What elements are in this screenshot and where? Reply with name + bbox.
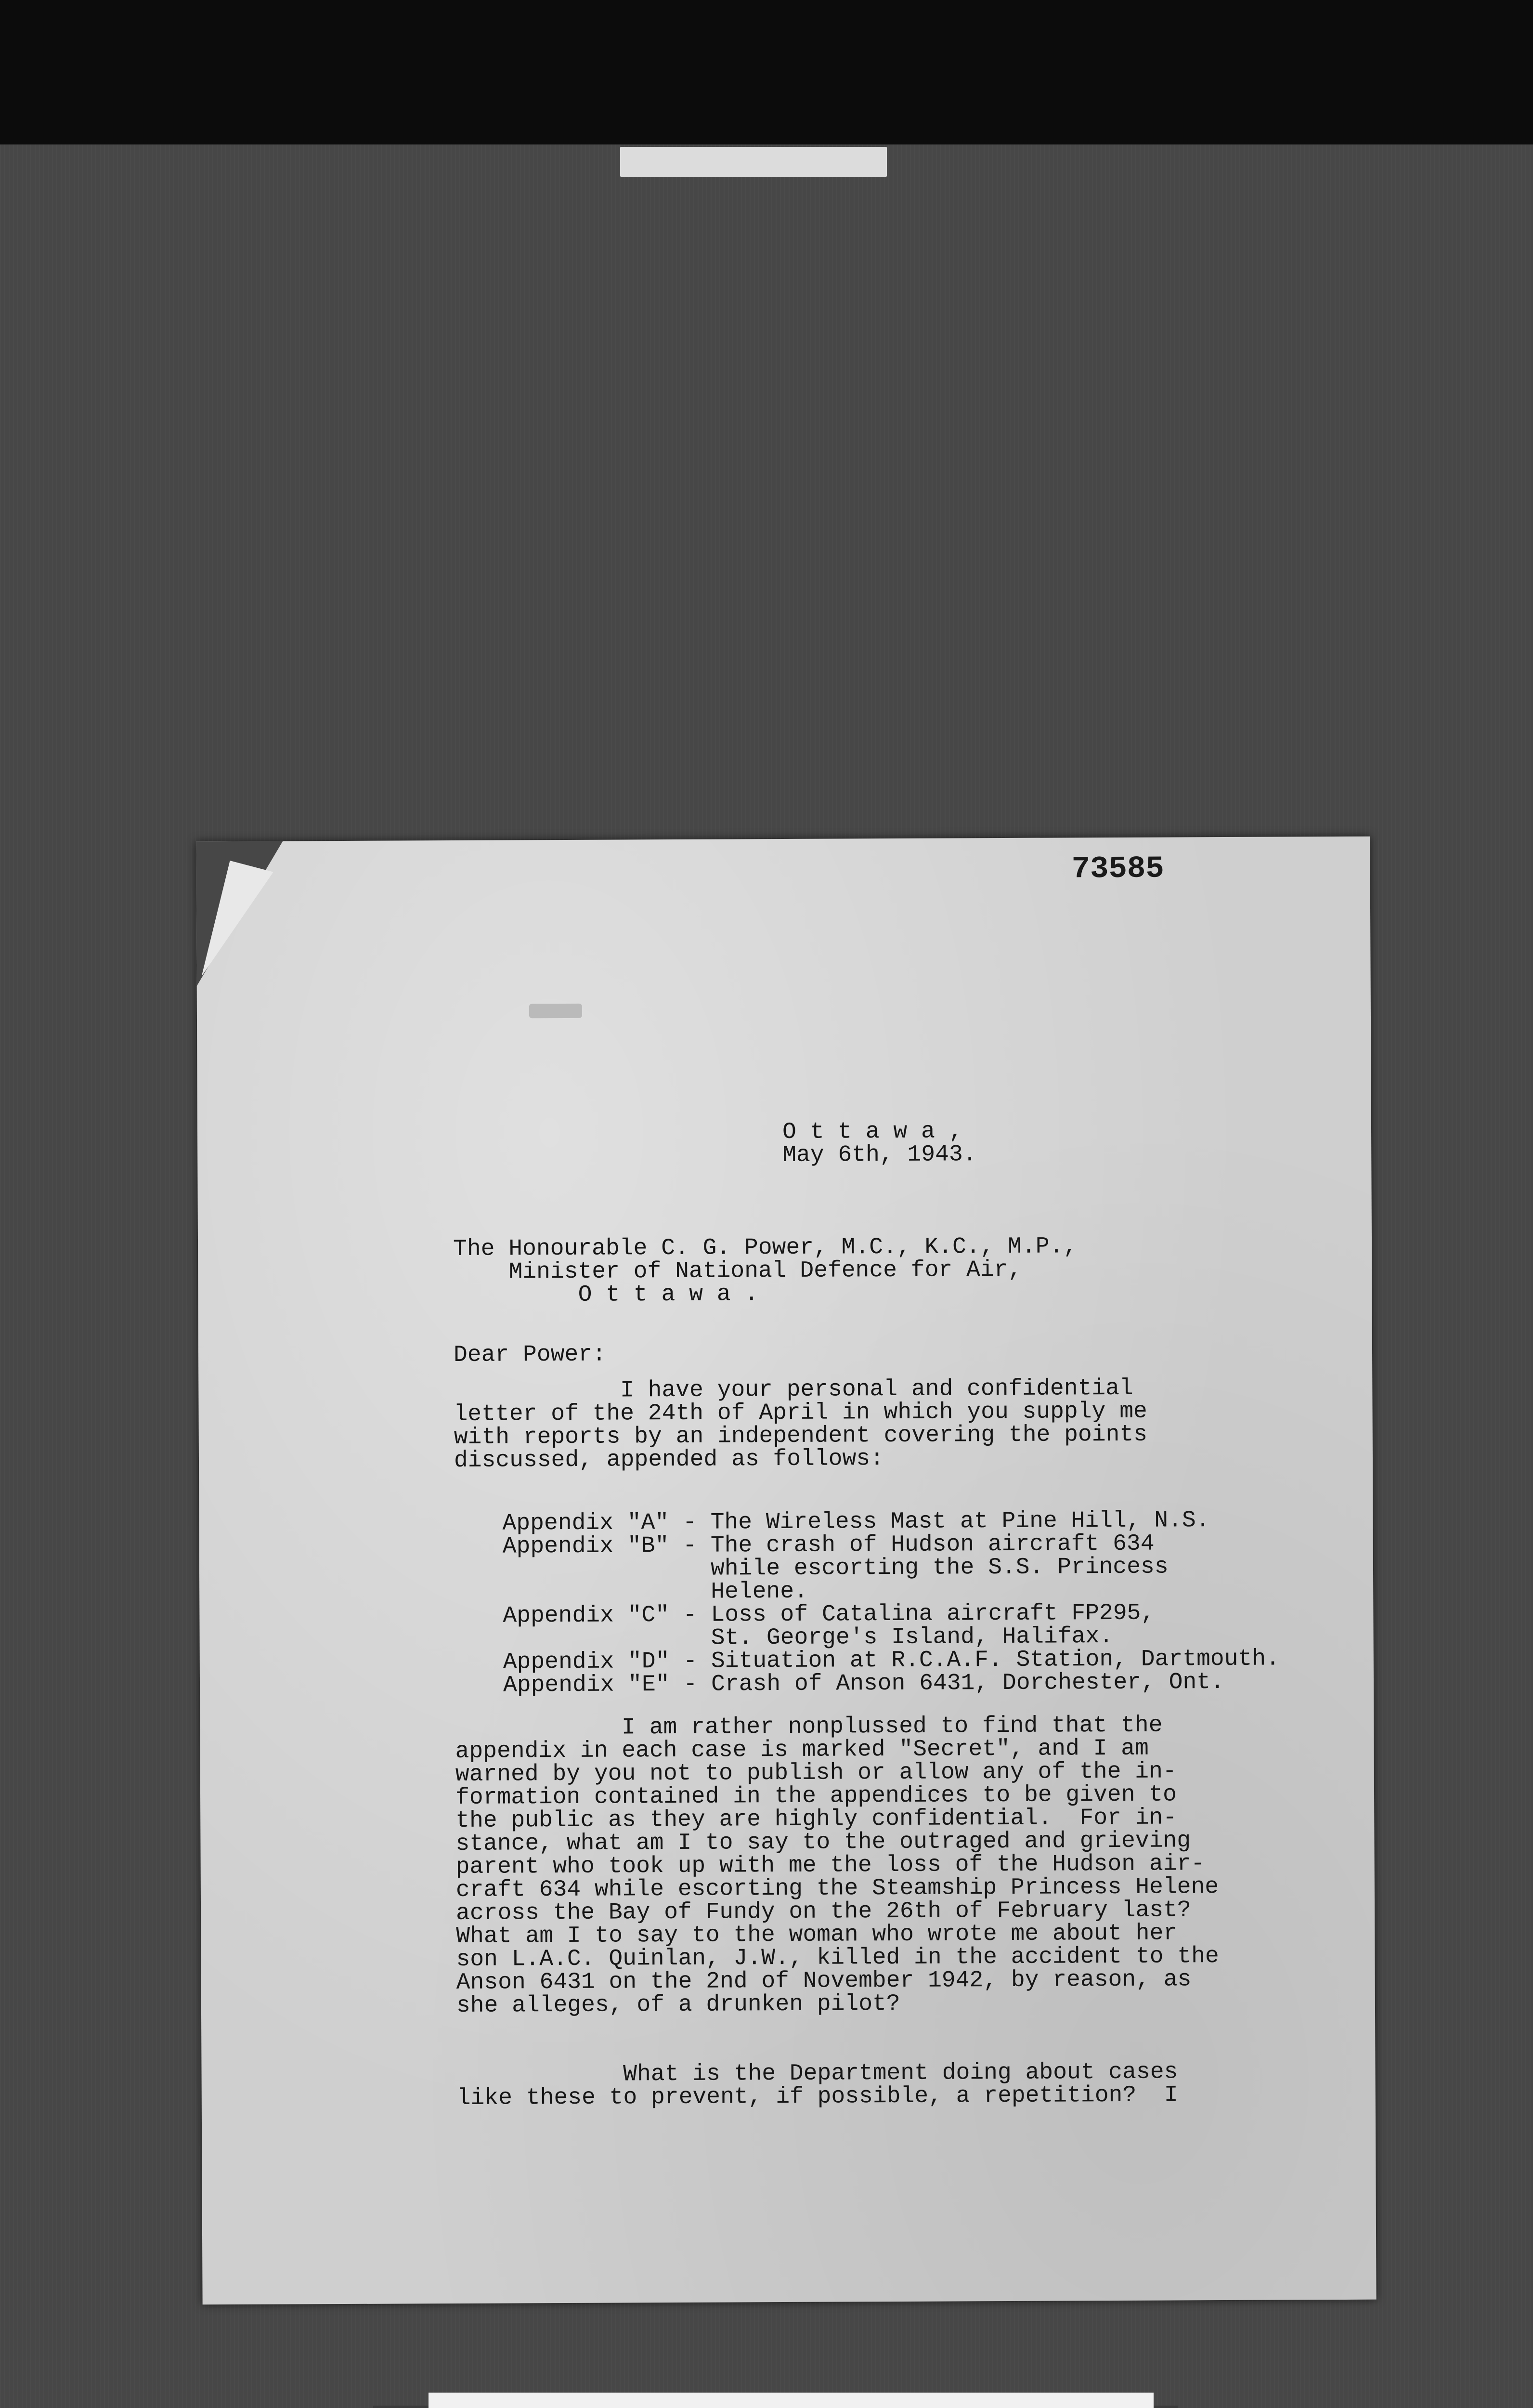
salutation: Dear Power: bbox=[453, 1341, 607, 1369]
dateline: O t t a w a , May 6th, 1943. bbox=[782, 1118, 977, 1169]
appendix-list: Appendix "A" - The Wireless Mast at Pine Hill, N.S. Appendix "B" - The crash of Hudson aircraft 634 while escorting the S.S. Princess Helene. Appendix "C" - Loss of Catalina aircraft FP295, St. George's Island, Halifax. Appendix "D" - Situation at R.C.A.F. Station, Dartmouth. Appendix "E" - Crash of Anson 6431, Dorchester, Ont. bbox=[502, 1507, 1280, 1699]
stamp-smudge bbox=[529, 1004, 582, 1018]
letter-page bbox=[196, 837, 1376, 2305]
volume-label bbox=[429, 2393, 1154, 2408]
top-clip-label bbox=[620, 147, 887, 177]
recipient-address: The Honourable C. G. Power, M.C., K.C., M.P., Minister of National Defence for Air, O t t a w a . bbox=[453, 1233, 1078, 1309]
paragraph-3: What is the Department doing about cases like these to prevent, if possible, a repetition? I bbox=[456, 2059, 1178, 2111]
paragraph-2: I am rather nonplussed to find that the appendix in each case is marked "Secret", and I am warned by you not to publish or allow any of the in- formation contained in the appendices to be given to the public as they are highly confidential. For in- stance, what am I to say to the outraged and grieving parent who took up with me the loss of the Hudson air- craft 634 while escorting the Steamship Princess Helene across the Bay of Fundy on the 26th of February last? What am I to say to the woman who wrote me about her son L.A.C. Quinlan, J.W., killed in the accident to the Anson 6431 on the 2nd of November 1942, by reason, as she alleges, of a drunken pilot? bbox=[455, 1712, 1219, 2019]
tape-left bbox=[373, 2406, 430, 2408]
document-number: 73585 bbox=[1071, 851, 1164, 887]
paragraph-1: I have your personal and confidential letter of the 24th of April in which you supply me with reports by an independent covering the points discussed, appended as follows: bbox=[454, 1375, 1148, 1474]
